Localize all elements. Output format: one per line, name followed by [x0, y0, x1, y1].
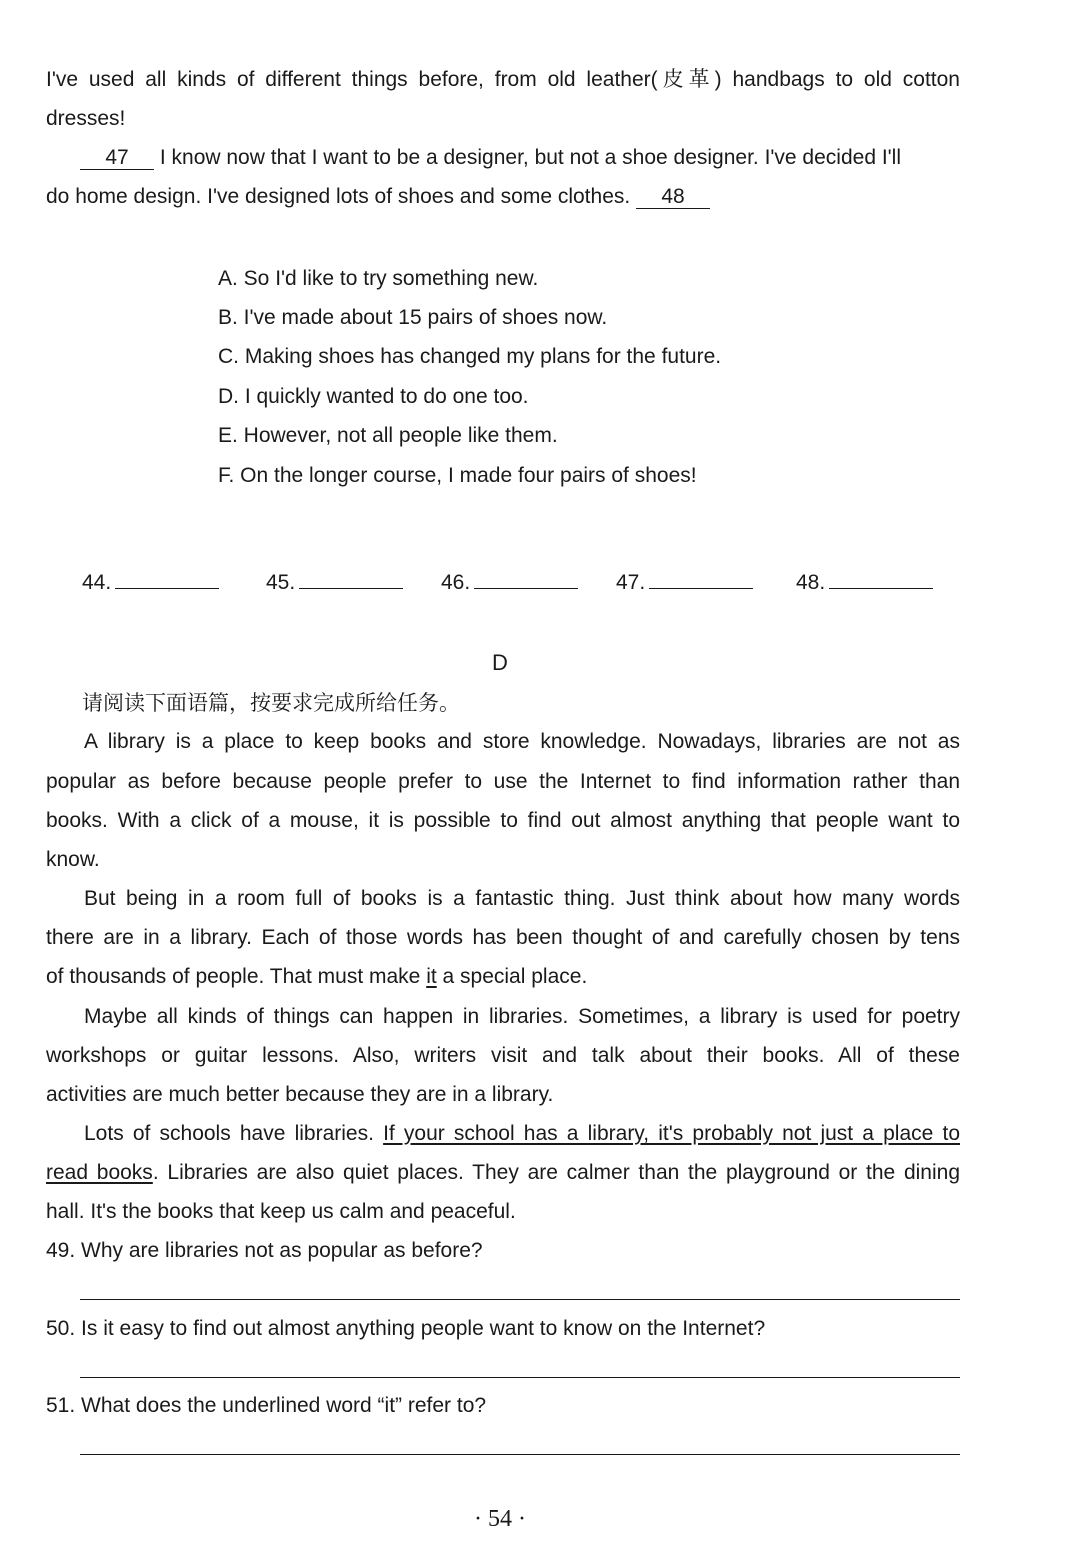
- answer-label: 44.: [82, 571, 112, 594]
- paragraph-line: [46, 1160, 960, 1186]
- question-51: 51. What does the underlined word “it” refer to?: [46, 1394, 487, 1417]
- paragraph-text: of thousands of people. That must make: [46, 965, 427, 988]
- paragraph-line: workshops or guitar lessons. Also, writers visit and talk about their books. All of these: [46, 1044, 960, 1067]
- answer-blank-47: [616, 570, 753, 596]
- passage-text: do home design. I've designed lots of shoes and some clothes.: [46, 185, 631, 208]
- blank-47: 47: [80, 147, 154, 170]
- paragraph-line: there are in a library. Each of those words has been thought of and carefully chosen by tens: [46, 926, 960, 949]
- paragraph-line: A library is a place to keep books and store knowledge. Nowadays, libraries are not as: [84, 730, 960, 753]
- question-49: 49. Why are libraries not as popular as before?: [46, 1239, 483, 1262]
- passage-line-47: [46, 145, 960, 171]
- option-d: D. I quickly wanted to do one too.: [218, 385, 529, 408]
- answer-blank-48: [796, 570, 933, 596]
- section-title: D: [492, 650, 508, 675]
- paragraph-line: books. With a click of a mouse, it is possible to find out almost anything that people want to: [46, 809, 960, 832]
- paragraph-line: But being in a room full of books is a fantastic thing. Just think about how many words: [84, 887, 960, 910]
- answer-label: 46.: [441, 571, 471, 594]
- paragraph-line: hall. It's the books that keep us calm and peaceful.: [46, 1200, 516, 1223]
- underlined-sentence: read books: [46, 1161, 153, 1184]
- paragraph-text: Lots of schools have libraries.: [84, 1122, 384, 1145]
- option-b: B. I've made about 15 pairs of shoes now.: [218, 306, 608, 329]
- answer-line-49: [80, 1299, 960, 1300]
- paragraph-text: a special place.: [436, 965, 588, 988]
- answer-label: 47.: [616, 571, 646, 594]
- underlined-word-it: it: [426, 965, 437, 988]
- underlined-sentence: If your school has a library, it's probably not just a place to: [383, 1122, 961, 1145]
- option-c: C. Making shoes has changed my plans for the future.: [218, 345, 722, 368]
- paragraph-line: popular as before because people prefer to use the Internet to find information rather than: [46, 770, 960, 793]
- passage-line: dresses!: [46, 107, 126, 130]
- answer-label: 45.: [266, 571, 296, 594]
- paragraph-line: [46, 964, 960, 990]
- answer-line-51: [80, 1454, 960, 1455]
- passage-line-48: [46, 184, 960, 210]
- paragraph-line: Maybe all kinds of things can happen in libraries. Sometimes, a library is used for poetry: [84, 1005, 960, 1028]
- option-a: A. So I'd like to try something new.: [218, 267, 539, 290]
- page-number: · 54 ·: [474, 1506, 526, 1532]
- option-e: E. However, not all people like them.: [218, 424, 558, 447]
- passage-text: I know now that I want to be a designer, but not a shoe designer. I've decided I'll: [159, 146, 902, 169]
- answer-blank-45: [266, 570, 403, 596]
- paragraph-line: activities are much better because they are in a library.: [46, 1083, 554, 1106]
- blank-48: 48: [636, 186, 710, 209]
- paragraph-line: [84, 1121, 960, 1147]
- answer-label: 48.: [796, 571, 826, 594]
- passage-line: I've used all kinds of different things before, from old leather(皮革) handbags to old cotton: [46, 68, 960, 91]
- answer-blank-44: [82, 570, 219, 596]
- paragraph-text: . Libraries are also quiet places. They are calmer than the playground or the dining: [152, 1161, 961, 1184]
- question-50: 50. Is it easy to find out almost anything people want to know on the Internet?: [46, 1317, 766, 1340]
- paragraph-line: know.: [46, 848, 100, 871]
- option-f: F. On the longer course, I made four pairs of shoes!: [218, 464, 697, 487]
- instruction: 请阅读下面语篇，按要求完成所给任务。: [82, 691, 460, 715]
- answer-blank-46: [441, 570, 578, 596]
- answer-line-50: [80, 1377, 960, 1378]
